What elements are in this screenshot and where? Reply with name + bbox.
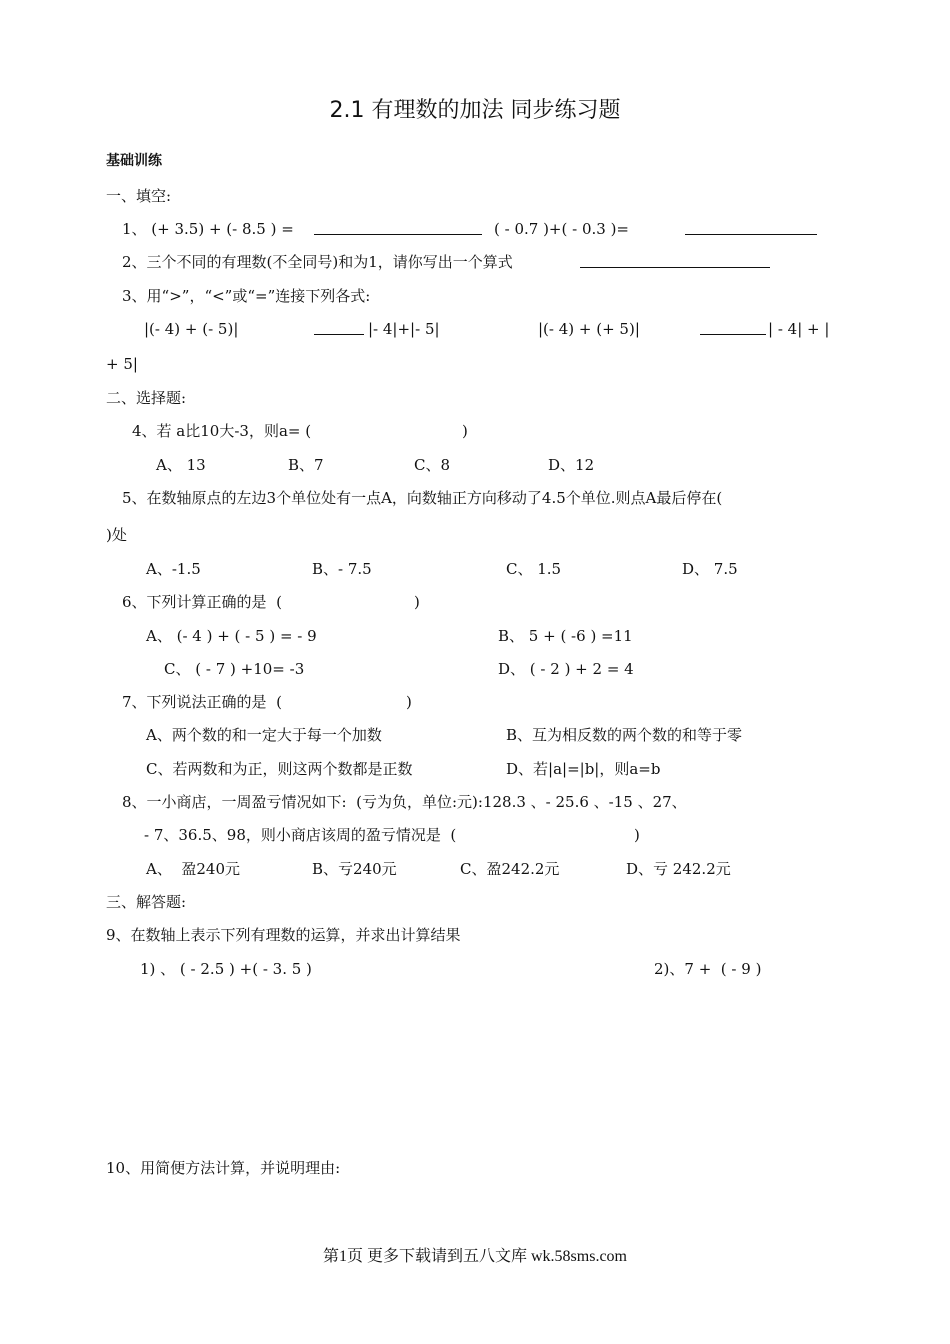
question-7-close: )	[406, 693, 412, 711]
section-choice: 二、选择题:	[106, 389, 187, 407]
option: A、 13	[156, 456, 206, 474]
answer-blank	[685, 219, 817, 235]
question-1a: 1、 (+ 3.5) + (- 8.5 ) =	[122, 220, 294, 238]
question-5-cont: )处	[106, 526, 127, 544]
question-3-expr-a1: |(- 4) + (- 5)|	[144, 320, 239, 338]
section-subtitle: 基础训练	[106, 153, 162, 169]
option: A、 (- 4 ) + ( - 5 ) = - 9	[146, 627, 317, 645]
question-3-expr-b1: |(- 4) + (+ 5)|	[538, 320, 640, 338]
option: D、12	[548, 456, 595, 474]
option: D、 ( - 2 ) + 2 = 4	[498, 660, 634, 678]
question-9: 9、在数轴上表示下列有理数的运算，并求出计算结果	[106, 926, 461, 944]
answer-blank	[314, 319, 364, 335]
answer-blank	[314, 219, 482, 235]
option: C、若两数和为正，则这两个数都是正数	[146, 760, 413, 778]
question-4: 4、若 a比10大-3，则a= (	[132, 422, 312, 440]
question-9a: 1) 、 ( - 2.5 ) +( - 3. 5 )	[140, 960, 312, 978]
option: D、亏 242.2元	[626, 860, 731, 878]
question-7: 7、下列说法正确的是 (	[122, 693, 282, 711]
answer-blank	[580, 252, 770, 268]
section-fill-blank: 一、填空:	[106, 187, 172, 205]
option: C、盈242.2元	[460, 860, 560, 878]
question-3-expr-b2: | - 4| + |	[768, 320, 830, 338]
option: B、 5 + ( -6 ) =11	[498, 627, 633, 645]
option: C、 ( - 7 ) +10= -3	[164, 660, 305, 678]
question-6: 6、下列计算正确的是 (	[122, 593, 282, 611]
option: A、两个数的和一定大于每一个加数	[146, 726, 382, 744]
question-8-close: )	[634, 826, 640, 844]
question-3-expr-a2: |- 4|+|- 5|	[368, 320, 440, 338]
option: B、互为相反数的两个数的和等于零	[506, 726, 743, 744]
section-answer: 三、解答题:	[106, 893, 187, 911]
answer-blank	[700, 319, 766, 335]
question-5: 5、在数轴原点的左边3个单位处有一点A，向数轴正方向移动了4.5个单位.则点A最后停在(	[122, 489, 723, 507]
option: B、亏240元	[312, 860, 397, 878]
question-3: 3、用“>”，“<”或“=”连接下列各式:	[122, 287, 371, 305]
question-4-close: )	[462, 422, 468, 440]
option: B、- 7.5	[312, 560, 372, 578]
option: D、若|a|=|b|，则a=b	[506, 760, 661, 778]
question-10: 10、用简便方法计算，并说明理由:	[106, 1159, 341, 1177]
question-8-cont: - 7、36.5、98，则小商店该周的盈亏情况是 (	[144, 826, 457, 844]
question-3-expr-b3: + 5|	[106, 355, 138, 373]
question-8: 8、一小商店，一周盈亏情况如下: (亏为负，单位:元):128.3 、- 25.6 、-15 、27、	[122, 793, 687, 811]
question-6-close: )	[414, 593, 420, 611]
option: A、 盈240元	[146, 860, 240, 878]
page-footer: 第1页 更多下载请到五八文库 wk.58sms.com	[322, 1248, 627, 1265]
question-2: 2、三个不同的有理数(不全同号)和为1，请你写出一个算式	[122, 253, 513, 271]
option: A、-1.5	[146, 560, 201, 578]
option: D、 7.5	[682, 560, 738, 578]
option: C、 1.5	[506, 560, 562, 578]
page-title: 2.1 有理数的加法 同步练习题	[329, 98, 621, 123]
question-9b: 2)、7 + ( - 9 )	[654, 960, 762, 978]
question-1b: ( - 0.7 )+( - 0.3 )=	[494, 220, 629, 238]
option: C、8	[414, 456, 451, 474]
option: B、7	[288, 456, 324, 474]
